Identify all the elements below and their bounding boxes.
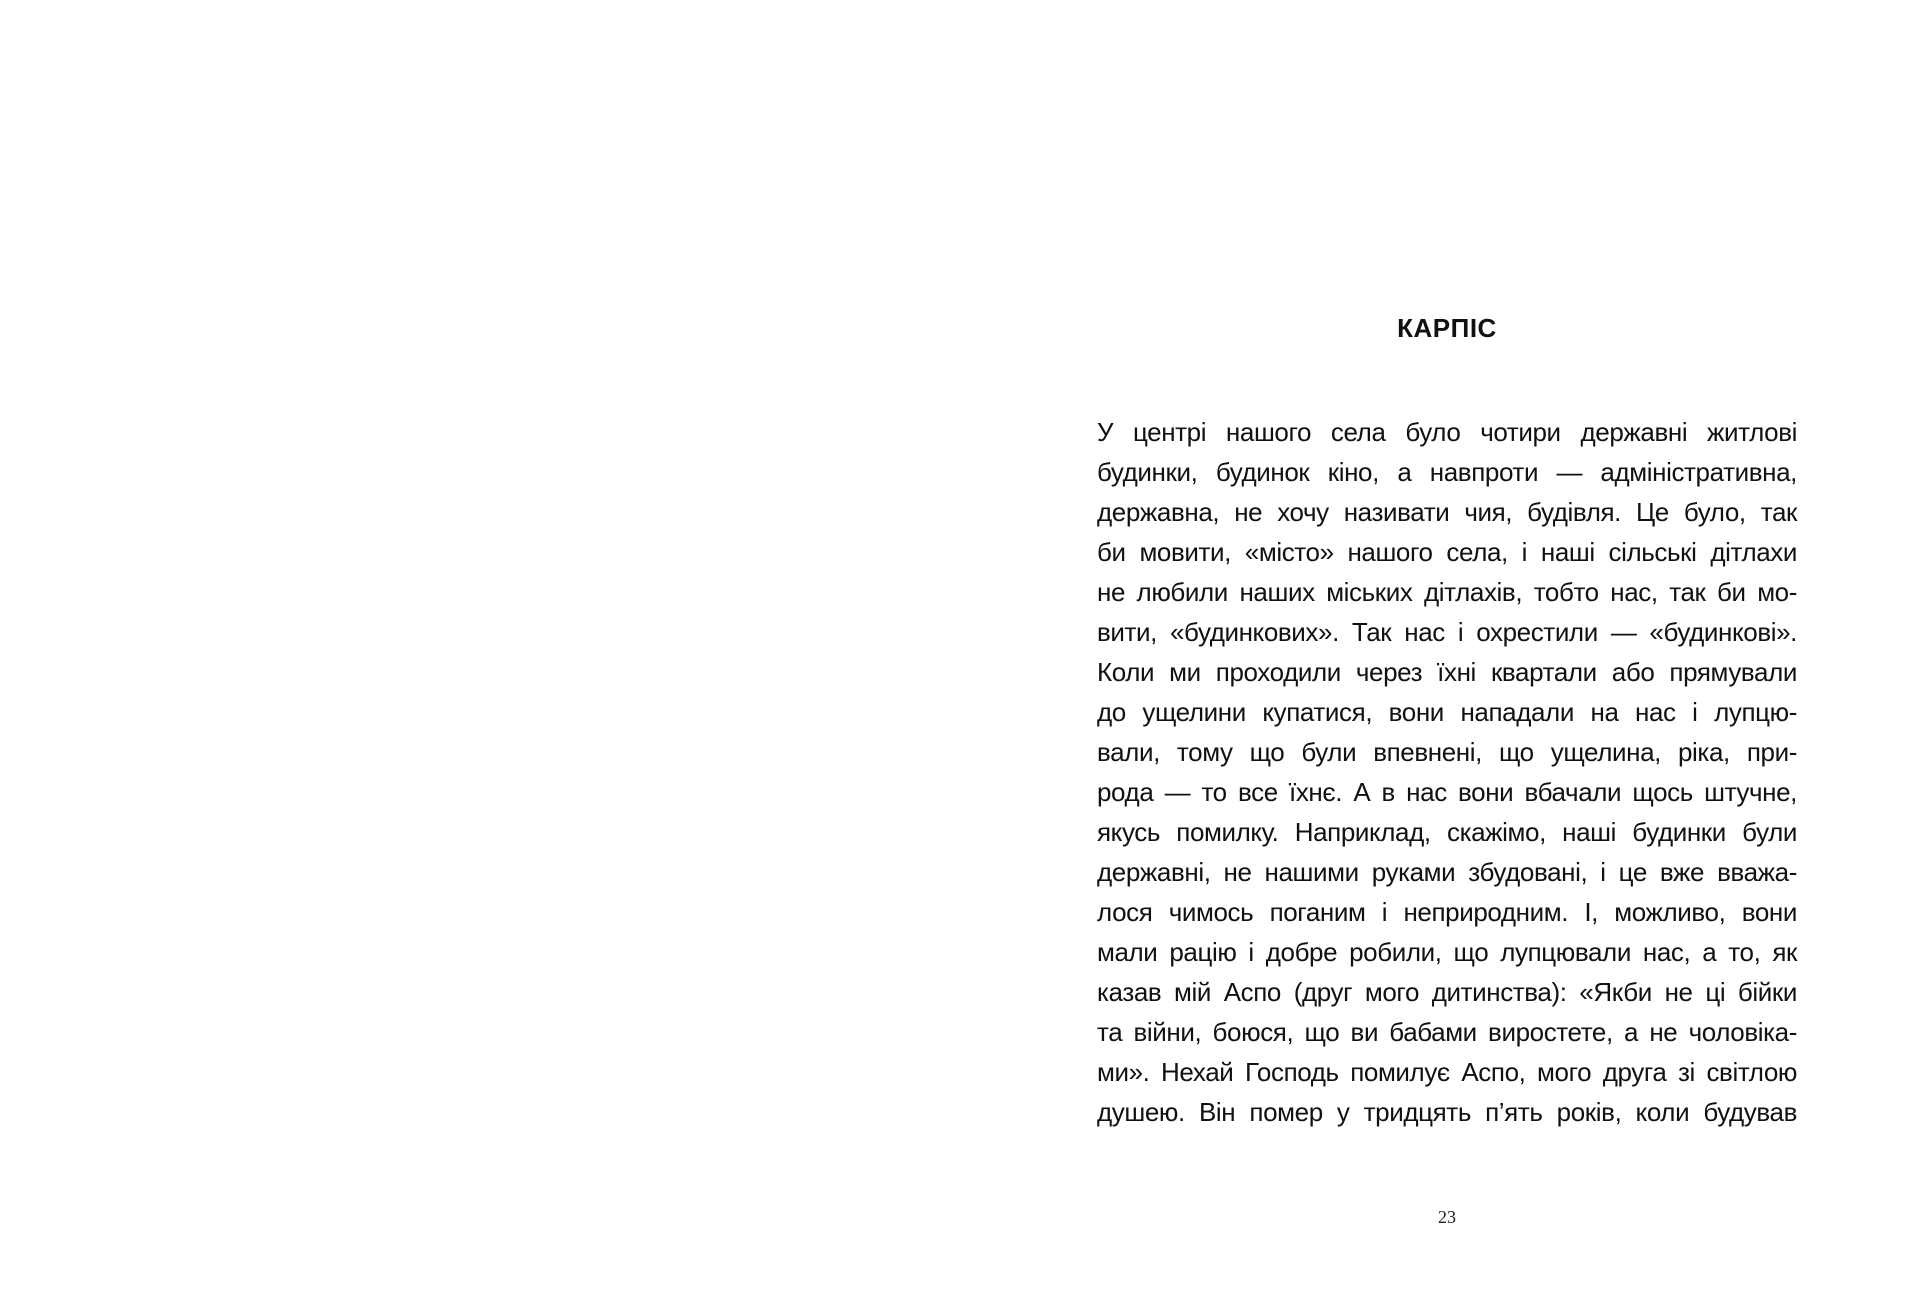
text-line: би мовити, «місто» нашого села, і наші сільські дітлахи (1097, 537, 1797, 567)
text-line: душею. Він помер у тридцять п’ять років, коли будував (1097, 1097, 1797, 1127)
text-line: якусь помилку. Наприклад, скажімо, наші будинки були (1097, 817, 1797, 847)
text-line: вити, «будинкових». Так нас і охрестили — «будинкові». (1097, 617, 1797, 647)
text-line: та війни, боюся, що ви бабами виростете, а не чоловіка- (1097, 1017, 1797, 1047)
text-line: У центрі нашого села було чотири державні житлові (1097, 417, 1797, 447)
text-line: державні, не нашими руками збудовані, і це вже вважа- (1097, 857, 1797, 887)
text-line: Коли ми проходили через їхні квартали або прямували (1097, 657, 1797, 687)
text-line: будинки, будинок кіно, а навпроти — адміністративна, (1097, 457, 1797, 487)
text-line: державна, не хочу називати чия, будівля. Це було, так (1097, 497, 1797, 527)
text-line: рода — то все їхнє. А в нас вони вбачали щось штучне, (1097, 777, 1797, 807)
body-text (1097, 412, 1797, 1132)
text-line: ми». Нехай Господь помилує Аспо, мого друга зі світлою (1097, 1057, 1797, 1087)
page-number: 23 (1438, 1207, 1456, 1227)
text-line: до ущелини купатися, вони нападали на нас і лупцю- (1097, 697, 1797, 727)
right-page (960, 0, 1920, 1304)
text-line: лося чимось поганим і неприродним. І, можливо, вони (1097, 897, 1797, 927)
text-line: мали рацію і добре робили, що лупцювали нас, а то, як (1097, 937, 1797, 967)
text-line: не любили наших міських дітлахів, тобто нас, так би мо- (1097, 577, 1797, 607)
text-line: казав мій Аспо (друг мого дитинства): «Якби не ці бійки (1097, 977, 1797, 1007)
chapter-title: КАРПІС (1397, 313, 1497, 343)
text-line: вали, тому що були впевнені, що ущелина, ріка, при- (1097, 737, 1797, 767)
